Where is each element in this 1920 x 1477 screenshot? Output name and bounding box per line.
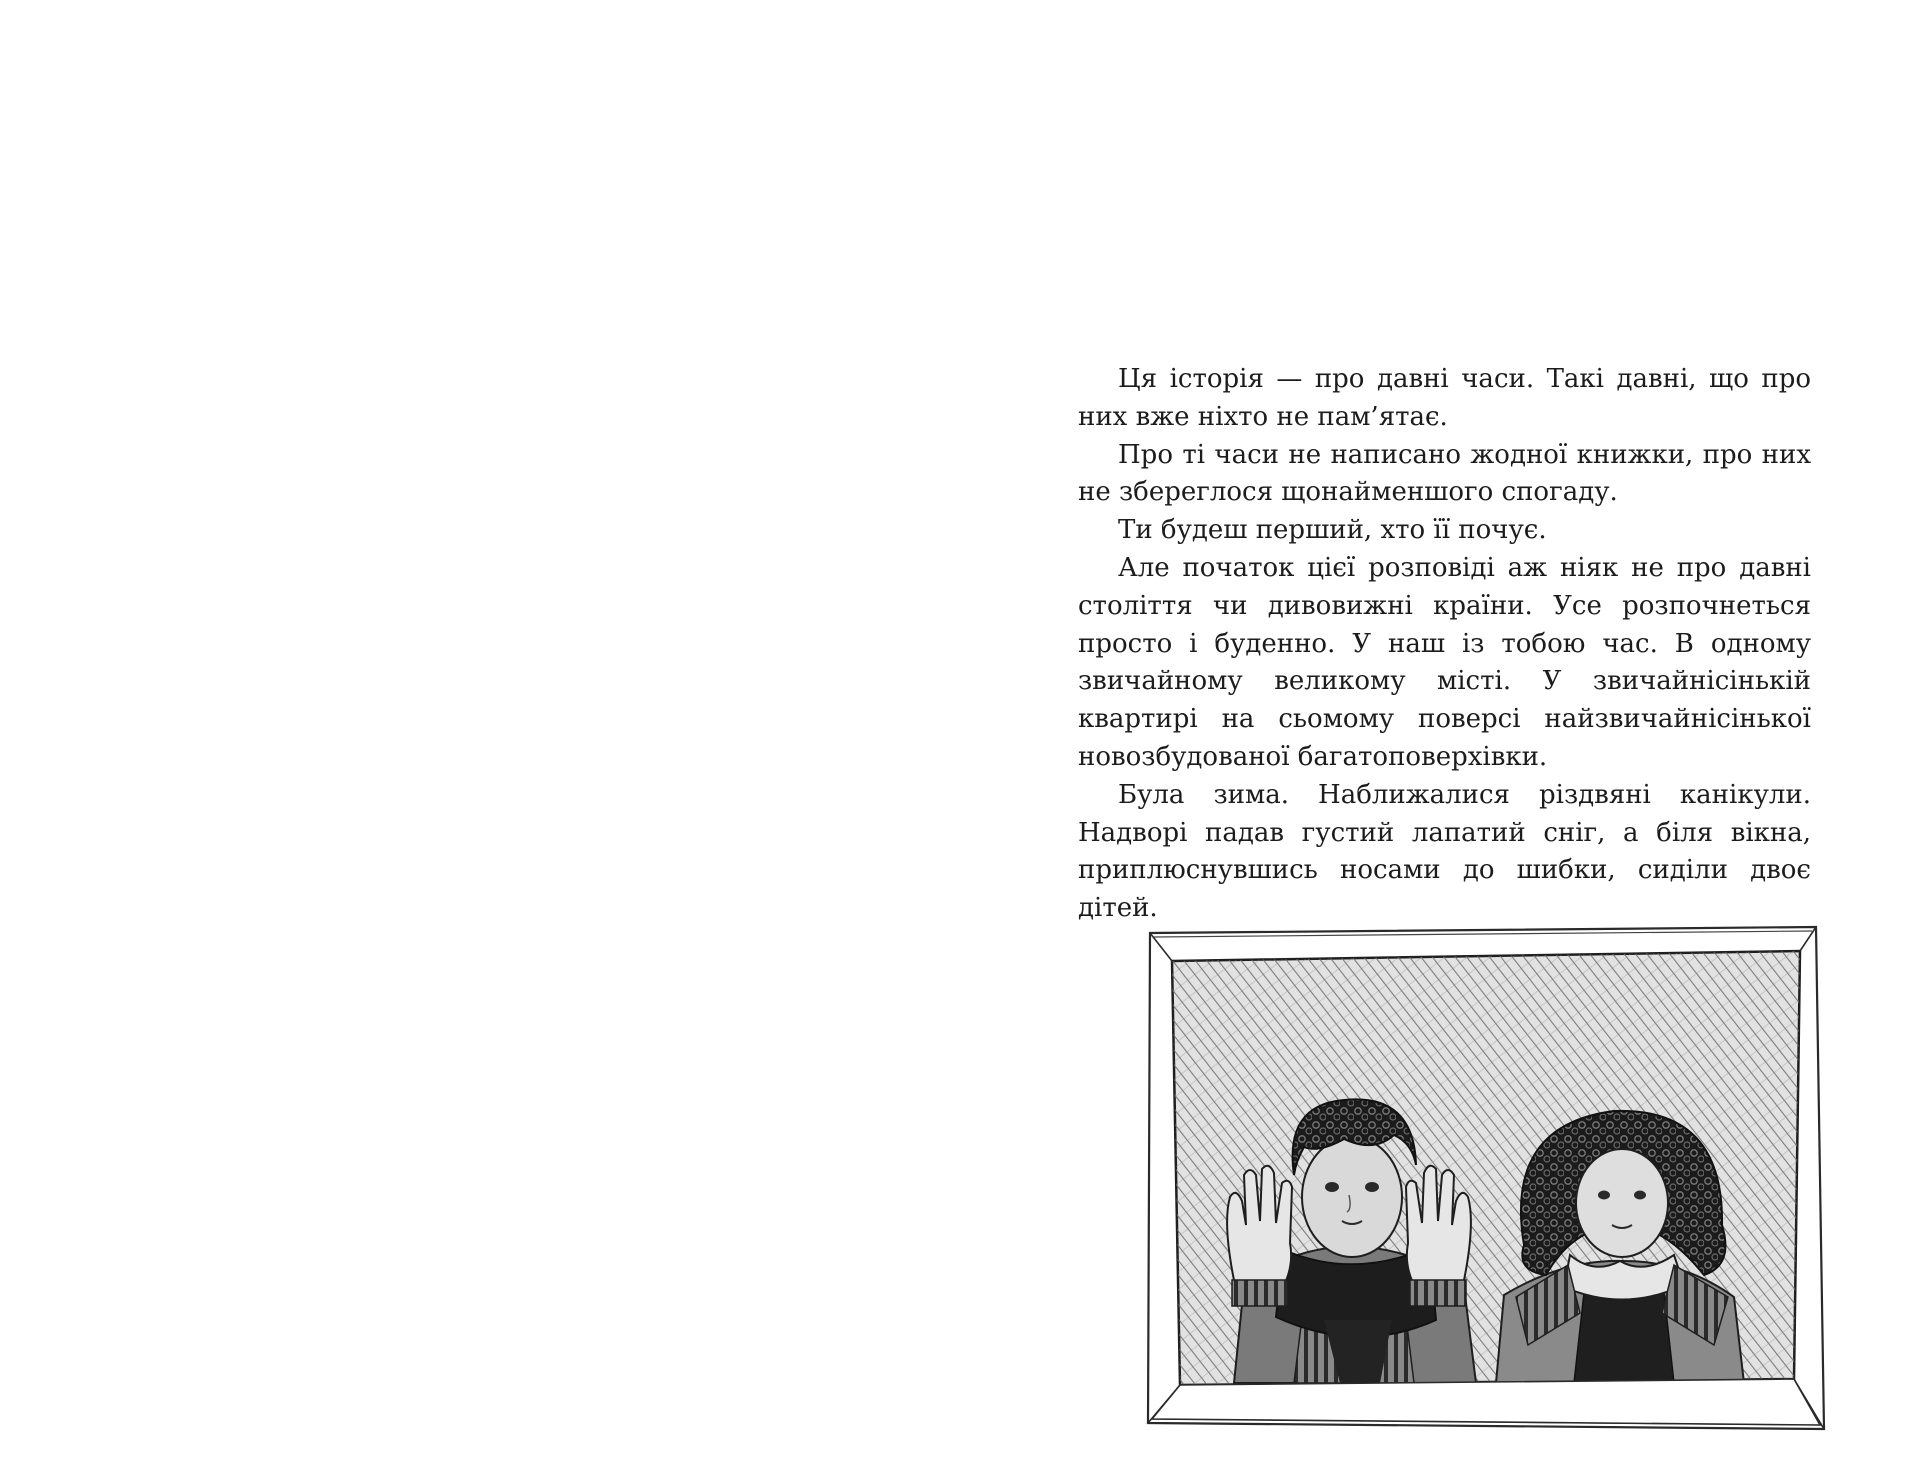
right-page (1040, 0, 1920, 1477)
paragraph-4: Але початок цієї розповіді аж ніяк не про давні століття чи дивовижні країни. Усе розпочнеться просто і буденно. У наш із тобою час. В одному звичайному великому місті. У звичайнісінькій квартирі на сьомому поверсі найзвичайнісінької новозбудованої багатоповерхівки. (1078, 552, 1811, 772)
window-illustration-svg (1144, 925, 1832, 1437)
story-text (1078, 361, 1811, 928)
paragraph-2: Про ті часи не написано жодної книжки, про них не збереглося щонайменшого спогаду. (1078, 439, 1811, 508)
paragraph-1: Ця історія — про давні часи. Такі давні, що про них вже ніхто не пам’ятає. (1078, 364, 1811, 432)
window-sill (1152, 1379, 1820, 1425)
window-illustration (1144, 925, 1832, 1437)
paragraph-3: Ти будеш перший, хто її почує. (1118, 515, 1547, 546)
paragraph-5: Була зима. Наближалися різдвяні канікули. Надворі падав густий лапатий сніг, а біля вікна, приплюснувшись носами до шибки, сиділи двоє дітей. (1078, 779, 1811, 924)
